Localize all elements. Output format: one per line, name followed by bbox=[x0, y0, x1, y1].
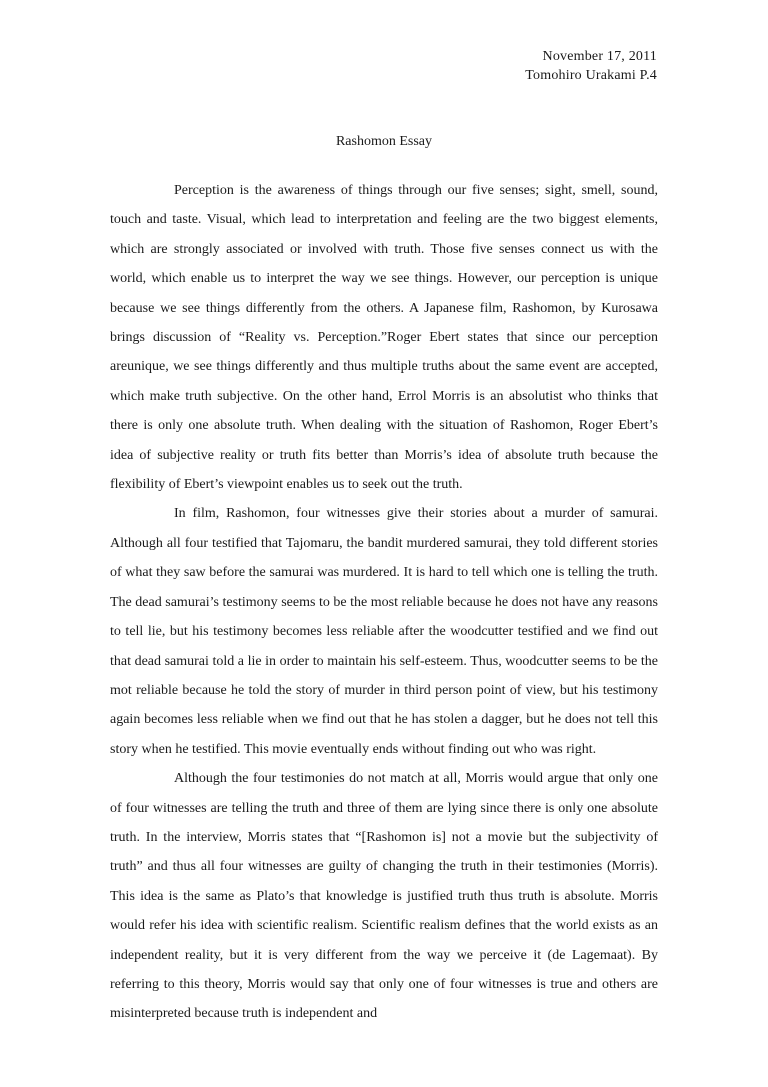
paragraph-3: Although the four testimonies do not match at all, Morris would argue that only one of four witnesses are telling the truth and three of them are lying since there is only one absolute truth. In the interview, Morris states that “[Rashomon is] not a movie but the subjectivity of truth” and thus all four witnesses are guilty of changing the truth in their testimonies (Morris). This idea is the same as Plato’s that knowledge is justified truth thus truth is absolute. Morris would refer his idea with scientific realism. Scientific realism defines that the world exists as an independent reality, but it is very different from the way we perceive it (de Lagemaat). By referring to this theory, Morris would say that only one of four witnesses is true and others are misinterpreted because truth is independent and bbox=[110, 771, 658, 1022]
author-line: Tomohiro Urakami P.4 bbox=[525, 68, 657, 83]
date-line: November 17, 2011 bbox=[542, 49, 657, 64]
paragraph-1: Perception is the awareness of things through our five senses; sight, smell, sound, touch and taste. Visual, which lead to interpretation and feeling are the two biggest elements, which are strongly associated or involved with truth. Those five senses connect us with the world, which enable us to interpret the way we see things. However, our perception is unique because we see things differently from the others. A Japanese film, Rashomon, by Kurosawa brings discussion of “Reality vs. Perception.”Roger Ebert states that since our perception areunique, we see things differently and thus multiple truths about the same event are accepted, which make truth subjective. On the other hand, Errol Morris is an absolutist who thinks that there is only one absolute truth. When dealing with the situation of Rashomon, Roger Ebert’s idea of subjective reality or truth fits better than Morris’s idea of absolute truth because the flexibility of Ebert’s viewpoint enables us to seek out the truth. bbox=[110, 183, 658, 493]
paragraph-2: In film, Rashomon, four witnesses give their stories about a murder of samurai. Although all four testified that Tajomaru, the bandit murdered samurai, they told different stories of what they saw before the samurai was murdered. It is hard to tell which one is telling the truth. The dead samurai’s testimony seems to be the most reliable because he does not have any reasons to tell lie, but his testimony becomes less reliable after the woodcutter testified and we find out that dead samurai told a lie in order to maintain his self-esteem. Thus, woodcutter seems to be the mot reliable because he told the story of murder in third person point of view, but his testimony again becomes less reliable when we find out that he has stolen a dagger, but he does not tell this story when he testified. This movie eventually ends without finding out who was right. bbox=[110, 506, 658, 757]
essay-body bbox=[110, 176, 658, 1029]
essay-title: Rashomon Essay bbox=[335, 134, 433, 149]
document-header bbox=[525, 47, 657, 85]
